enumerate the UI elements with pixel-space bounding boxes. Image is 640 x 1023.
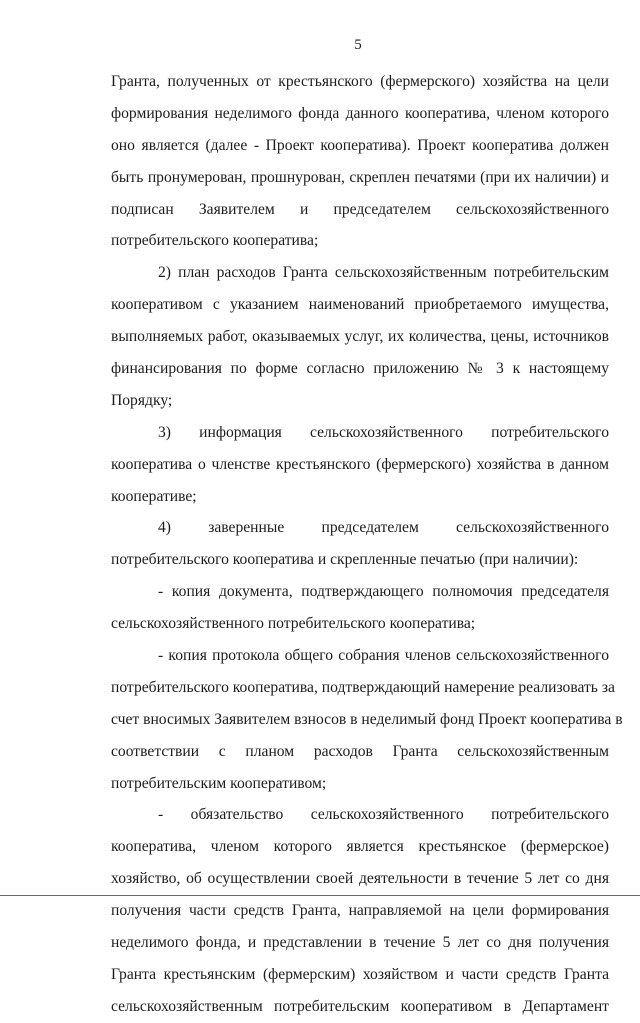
text-line: кооператива о членстве крестьянского (фермерского) хозяйства в данном — [111, 455, 609, 473]
text-line: финансирования по форме согласно приложению № 3 к настоящему — [111, 360, 609, 378]
text-line: выполняемых работ, оказываемых услуг, их количества, цены, источников — [111, 328, 609, 346]
text-line: кооперативе; — [111, 487, 197, 505]
text-line: кооператива, членом которого является крестьянское (фермерское) — [111, 838, 609, 856]
text-line: потребительского кооператива; — [111, 232, 319, 250]
text-line: хозяйство, об осуществлении своей деятельности в течение 5 лет со дня — [111, 870, 609, 888]
page-edge-line — [0, 895, 640, 896]
text-line: соответствии с планом расходов Гранта сельскохозяйственным — [111, 742, 609, 760]
list-item-4-line: 4) заверенные председателем сельскохозяйственного — [158, 519, 609, 537]
text-line: получения части средств Гранта, направляемой на цели формирования — [111, 902, 609, 920]
list-item-2-line: 2) план расходов Гранта сельскохозяйственным потребительским — [158, 264, 609, 282]
text-line: быть пронумерован, прошнурован, скреплен печатями (при их наличии) и — [111, 168, 609, 186]
text-line: сельскохозяйственного потребительского кооператива; — [111, 615, 476, 633]
text-line: формирования неделимого фонда данного кооператива, членом которого — [111, 104, 609, 122]
text-line: подписан Заявителем и председателем сельскохозяйственного — [111, 200, 609, 218]
text-line: Гранта, полученных от крестьянского (фермерского) хозяйства на цели — [111, 73, 609, 90]
text-line: Гранта крестьянским (фермерским) хозяйством и части средств Гранта — [111, 965, 609, 983]
text-line: неделимого фонда, и представлении в течение 5 лет со дня получения — [111, 934, 609, 952]
document-body — [111, 66, 623, 1023]
text-line: потребительского кооператива и скрепленные печатью (при наличии): — [111, 551, 579, 569]
text-line: сельскохозяйственным потребительским кооперативом в Департамент — [111, 997, 609, 1015]
page-number: 5 — [354, 37, 362, 53]
dash-item-line: - копия протокола общего собрания членов сельскохозяйственного — [158, 647, 609, 665]
text-line: кооперативом с указанием наименований приобретаемого имущества, — [111, 296, 609, 314]
dash-item-line: - обязательство сельскохозяйственного потребительского — [158, 806, 609, 824]
text-line: Порядку; — [111, 391, 173, 409]
text-line: счет вносимых Заявителем взносов в неделимый фонд Проект кооператива в — [111, 710, 623, 728]
text-line: потребительского кооператива, подтверждающий намерение реализовать за — [111, 678, 615, 696]
text-line: оно является (далее - Проект кооператива). Проект кооператива должен — [111, 136, 609, 154]
dash-item-line: - копия документа, подтверждающего полномочия председателя — [158, 583, 609, 601]
list-item-3-line: 3) информация сельскохозяйственного потребительского — [158, 423, 609, 441]
text-line: потребительским кооперативом; — [111, 774, 327, 792]
